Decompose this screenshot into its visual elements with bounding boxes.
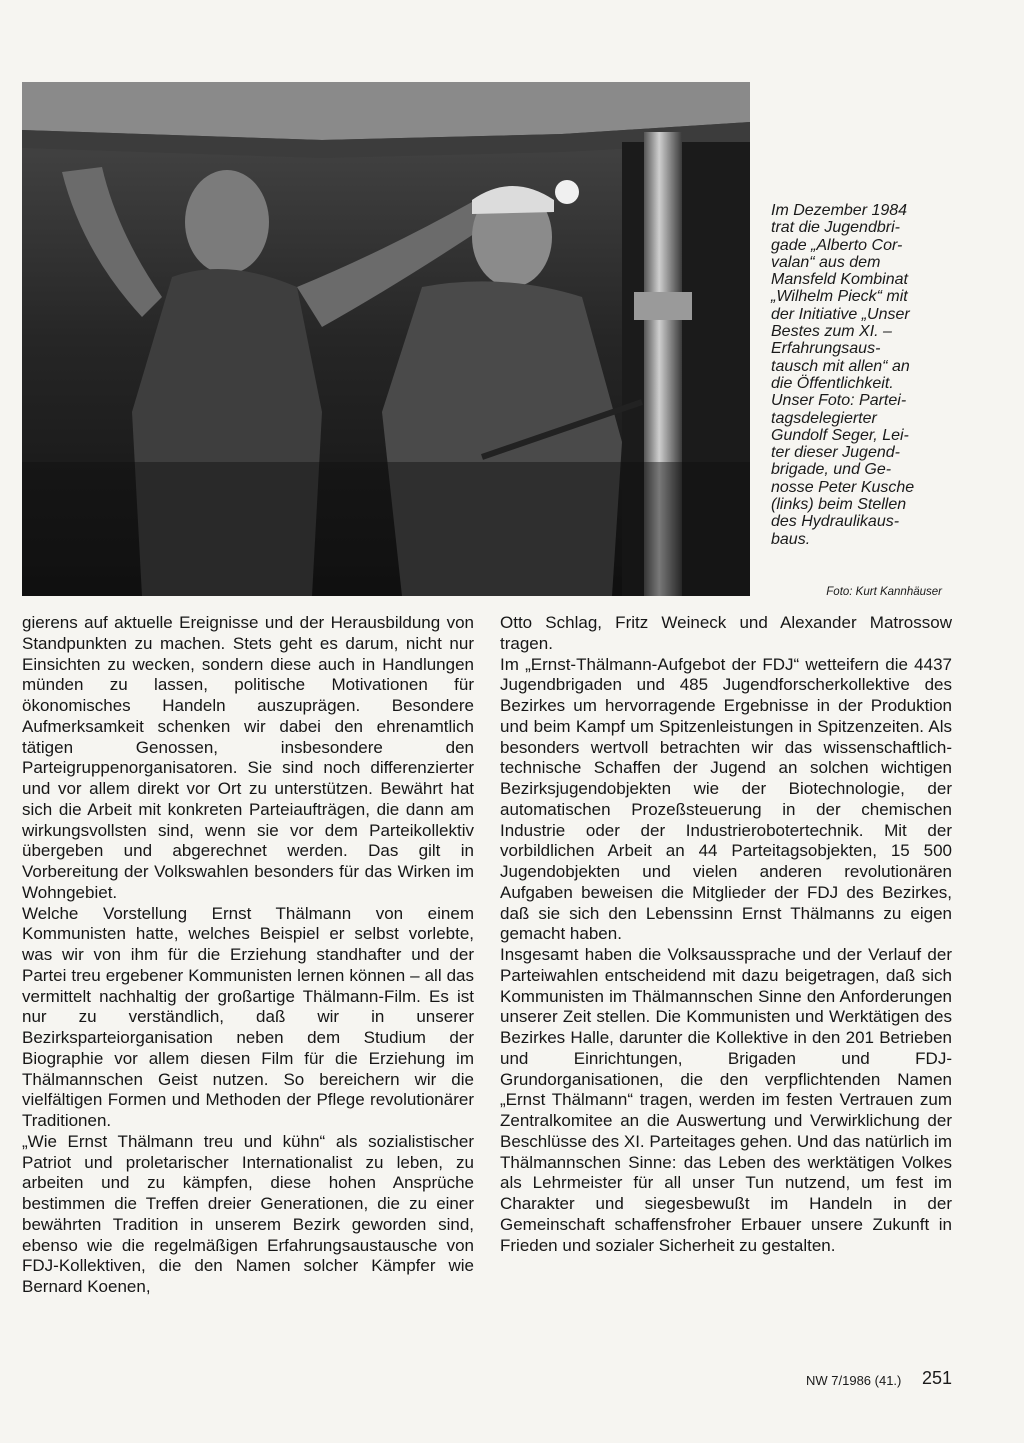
caption-line: baus. [771,530,811,548]
caption-line: Unser Foto: Partei- [771,392,907,410]
photo-credit: Foto: Kurt Kannhäuser [826,586,942,598]
caption-line: Mansfeld Kombinat [771,271,908,289]
body-paragraph: gierens auf aktuelle Ereignisse und der Herausbildung von Standpunkten zu machen. Stets geht es darum, nicht nur Einsichten zu wecken, sondern diese auch in Handlungen münden zu lassen, politische Motivationen für ökonomisches Handeln auszuprägen. Besondere Aufmerksamkeit schenken wir dabei den ehrenamtlich tätigen Genossen, insbesondere den Parteigruppenorganisatoren. Sie sind noch differenzierter und vor allem direkt vor Ort zu unterstützen. Bewährt hat sich die Arbeit mit konkreten Parteiaufträgen, die dann am wirkungsvollsten sind, wenn sie vor dem Parteikollektiv übergeben und abgerechnet werden. Das gilt in Vorbereitung der Volkswahlen besonders für das Wirken im Wohngebiet. [22,613,474,902]
page-number: 251 [922,1368,953,1388]
caption-line: die Öffentlichkeit. [771,374,894,392]
caption-line: tagsdelegierter [771,409,877,427]
body-paragraph: Otto Schlag, Fritz Weineck und Alexander Matrossow tragen. [500,613,952,653]
caption-line: nosse Peter Kusche [771,478,915,496]
caption-line: Im Dezember 1984 [771,202,908,219]
caption-line: „Wilhelm Pieck“ mit [771,288,908,306]
right-column [500,613,952,1256]
body-paragraph: Insgesamt haben die Volksaussprache und der Verlauf der Parteiwahlen entscheidend mit dazu beigetragen, daß sich Kommunisten im Thälmannschen Sinne den Anforderungen unserer Zeit stellen. Die Kommunisten und Werktätigen des Bezirkes Halle, darunter die Kollektive in den 201 Betrieben und Einrichtungen, Brigaden und FDJ-Grundorganisationen, die den verpflichtenden Namen „Ernst Thälmann“ tragen, werden im festen Vertrauen zum Zentralkomitee an die Auswertung und Verwirklichung der Beschlüsse des XI. Parteitages gehen. Und das natürlich im Thälmannschen Sinne: das Leben des werktätigen Volkes als Lehrmeister für all unser Tun nutzend, um fest im Charakter und siegesbewußt im Handeln in der Gemeinschaft schaffensfroher Erbauer unsere Zukunft in Frieden und sozialer Sicherheit zu gestalten. [500,945,952,1255]
caption-line: Erfahrungsaus- [771,340,881,358]
left-column [22,613,474,1298]
caption-line: des Hydraulikaus- [771,513,900,531]
caption-line: Bestes zum XI. – [771,323,892,341]
caption-line: tausch mit allen“ an [771,357,910,375]
caption-line: ter dieser Jugend- [771,444,900,462]
photo-miners-icon [22,82,750,596]
body-paragraph: Welche Vorstellung Ernst Thälmann von einem Kommunisten hatte, welches Beispiel er selbst vorlebte, was wir von ihm für die Erziehung standhafter und der Partei treu ergebener Kommunisten lernen können – all das vermittelt nachhaltig der großartige Thälmann-Film. Es ist nur zu verständlich, daß wir in unserer Bezirksparteiorganisation neben dem Studium der Biographie vor allem diesen Film für die Erziehung im Thälmannschen Geist nutzen. So bereichern wir die vielfältigen Formen und Methoden der Pflege revolutionärer Traditionen. [22,903,474,1130]
body-paragraph: „Wie Ernst Thälmann treu und kühn“ als sozialistischer Patriot und proletarischer Internationalist zu leben, zu arbeiten und zu kämpfen, diese hohen Ansprüche bestimmen die Treffen dreier Generationen, die zu einer bewährten Tradition in unserem Bezirk geworden sind, ebenso wie die regelmäßigen Erfahrungsaustausche von FDJ-Kollektiven, die den Namen solcher Kämpfer wie Bernard Koenen, [22,1131,474,1296]
caption-line: brigade, und Ge- [771,461,892,479]
caption-line: Gundolf Seger, Lei- [771,426,909,444]
caption-line: (links) beim Stellen [771,496,907,514]
photo-caption [771,202,956,548]
caption-line: gade „Alberto Cor- [771,236,903,254]
caption-line: valan“ aus dem [771,253,881,271]
body-paragraph: Im „Ernst-Thälmann-Aufgebot der FDJ“ wetteifern die 4437 Jugendbrigaden und 485 Jugendforscherkollektive des Bezirkes um hervorragende Ergebnisse in der Produktion und beim Kampf um Spitzenleistungen in Spitzenzeiten. Als besonders wertvoll betrachten wir das wissenschaftlich-technische Schaffen der Jugend an solchen wichtigen Bezirksjugendobjekten wie der Biotechnologie, der automatischen Prozeßsteuerung in der chemischen Industrie oder der Industrierobotertechnik. Mit der vorbildlichen Arbeit an 44 Parteitagsobjekten, 15 500 Jugendobjekten und vielen anderen revolutionären Aufgaben beweisen die Mitglieder der FDJ des Bezirkes, daß sie sich den Lebenssinn Ernst Thälmanns zu eigen gemacht haben. [500,654,952,944]
issue-reference: NW 7/1986 (41.) [806,1373,902,1388]
miners-photo [22,82,750,596]
caption-line: trat die Jugendbri- [771,219,900,237]
caption-line: der Initiative „Unser [771,305,910,323]
